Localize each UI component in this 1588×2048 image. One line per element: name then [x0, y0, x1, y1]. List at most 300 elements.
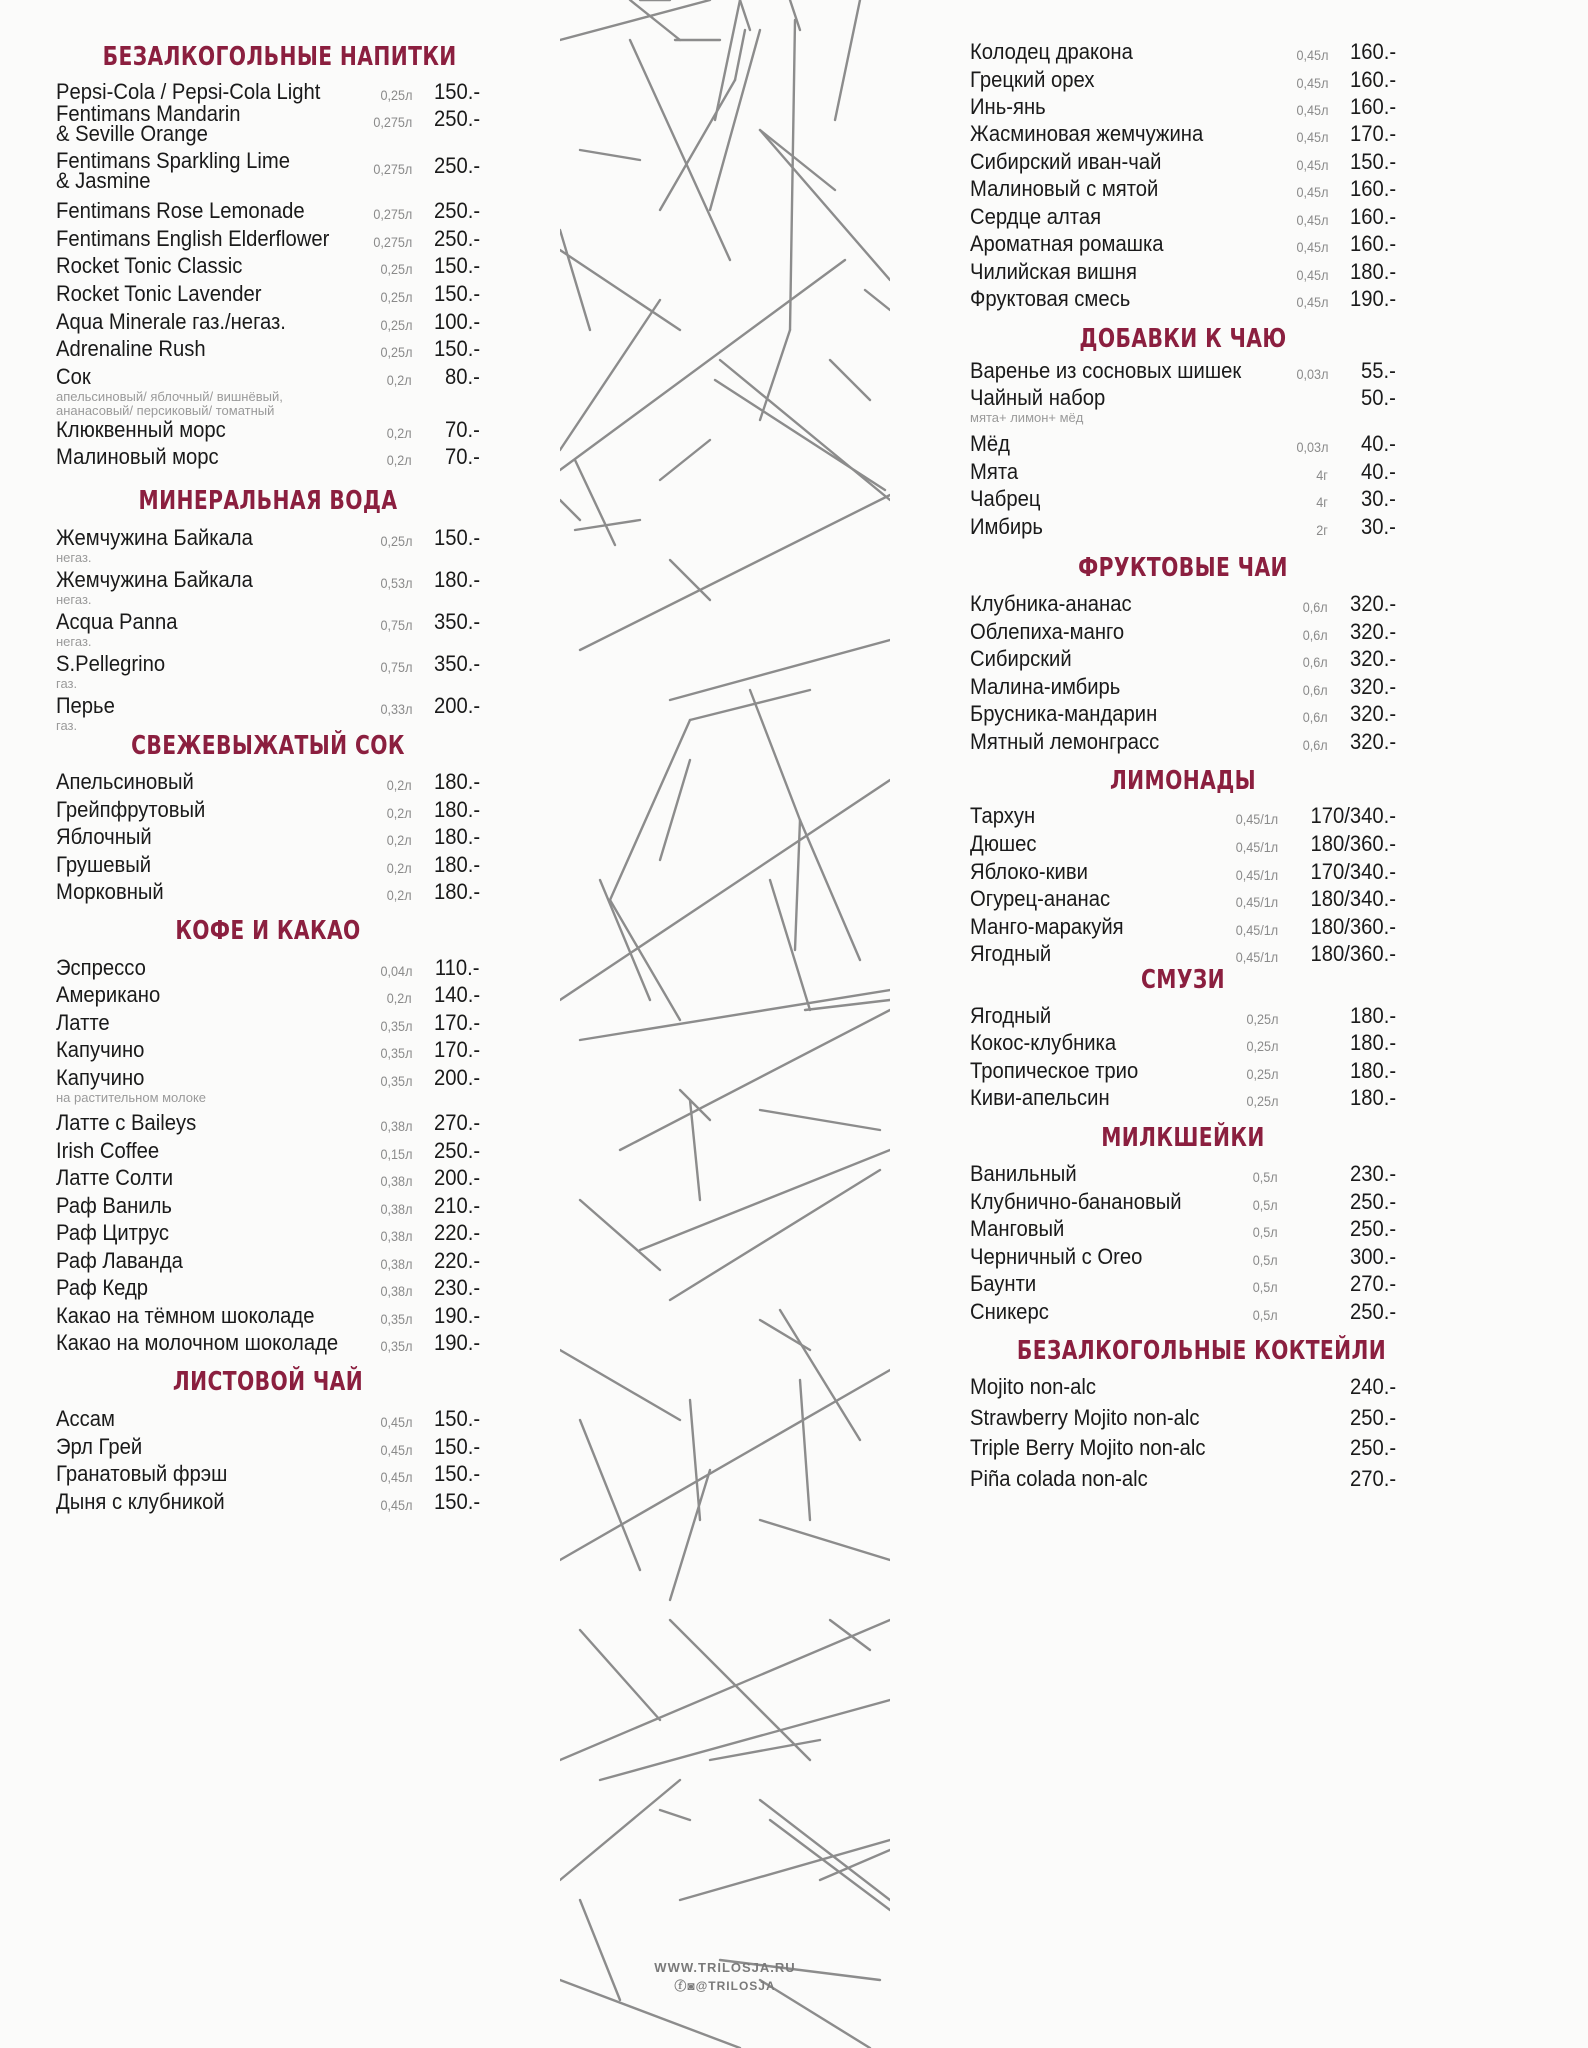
branch-line [640, 1150, 890, 1250]
item-name: Латте Солти [56, 1165, 174, 1190]
item-name: Тропическое трио [970, 1058, 1139, 1083]
item-price: 150.- [1349, 149, 1396, 174]
item-price: 320.- [1349, 591, 1396, 616]
item-price: 150.- [433, 1434, 480, 1459]
item-note: газ. [56, 676, 78, 691]
item-volume: 0,45л [1296, 294, 1328, 310]
item-volume: 0,45/1л [1235, 922, 1278, 938]
item-volume: 0,25л [380, 87, 412, 103]
branch-line [580, 990, 890, 1040]
item-name: Облепиха-манго [970, 619, 1125, 644]
branch-line [580, 150, 640, 160]
branch-line [830, 1620, 870, 1650]
item-name: Апельсиновый [56, 769, 194, 794]
branch-line [710, 30, 760, 210]
item-volume: 0,2л [387, 887, 412, 903]
menu-item [56, 881, 480, 921]
item-name: Латте [56, 1010, 110, 1035]
item-name: Aqua Minerale газ./негаз. [56, 309, 286, 334]
branch-line [560, 1370, 890, 1560]
item-name: Дюшес [970, 831, 1037, 856]
branch-line [660, 440, 710, 480]
item-volume: 0,45л [1296, 129, 1328, 145]
section-title-безалкогольные-напитки: БЕЗАЛКОГОЛЬНЫЕ НАПИТКИ [102, 42, 457, 72]
item-volume: 0,25л [1246, 1011, 1278, 1027]
item-volume: 0,45л [1296, 157, 1328, 173]
item-volume: 0,25л [380, 289, 412, 305]
item-volume: 0,35л [380, 1338, 412, 1354]
item-price: 55.- [1361, 358, 1396, 383]
item-name: Чайный набор [970, 385, 1106, 410]
item-volume: 0,38л [380, 1256, 412, 1272]
branch-line [740, 0, 750, 30]
item-volume: 0,33л [380, 701, 412, 717]
item-price: 180.- [433, 797, 480, 822]
item-name: Acqua Panna [56, 609, 178, 634]
item-name: Эрл Грей [56, 1434, 143, 1459]
item-price: 240.- [1349, 1374, 1396, 1399]
branch-line [660, 1810, 690, 1820]
item-name: S.Pellegrino [56, 651, 166, 676]
branch-line [670, 1170, 880, 1300]
item-price: 150.- [433, 79, 480, 104]
section-title-добавки-к-чаю: ДОБАВКИ К ЧАЮ [1079, 324, 1287, 354]
item-price: 250.- [1349, 1189, 1396, 1214]
item-price: 140.- [433, 982, 480, 1007]
item-name: Мёд [970, 431, 1010, 456]
item-name: Манго-маракуйя [970, 914, 1124, 939]
item-name: Яблоко-киви [970, 859, 1088, 884]
item-price: 150.- [433, 1406, 480, 1431]
item-name: Имбирь [970, 514, 1043, 539]
item-price: 160.- [1349, 231, 1396, 256]
item-volume: 0,45л [1296, 184, 1328, 200]
item-name: Огурец-ананас [970, 886, 1111, 911]
item-volume: 0,45л [1296, 102, 1328, 118]
item-price: 170.- [433, 1037, 480, 1062]
item-price: 190.- [433, 1330, 480, 1355]
branch-line [835, 0, 860, 120]
menu-item [970, 516, 1396, 556]
item-price: 160.- [1349, 176, 1396, 201]
item-volume: 0,5л [1253, 1224, 1278, 1240]
item-name: Сибирский [970, 646, 1072, 671]
item-volume: 0,6л [1303, 654, 1328, 670]
item-volume: 0,35л [380, 1045, 412, 1061]
branch-line [670, 1470, 710, 1600]
item-price: 250.- [433, 153, 480, 178]
item-name: Клубника-ананас [970, 591, 1132, 616]
section-title-кофе-и-какао: КОФЕ И КАКАО [175, 916, 361, 946]
item-price: 250.- [433, 198, 480, 223]
item-name: Irish Coffee [56, 1138, 160, 1163]
website-url: WWW.TRILOSJA.RU [654, 1960, 796, 1975]
item-volume: 0,38л [380, 1173, 412, 1189]
item-price: 70.- [445, 417, 480, 442]
item-volume: 0,25л [1246, 1038, 1278, 1054]
branch-line [735, 30, 745, 80]
item-name: Fentimans Rose Lemonade [56, 198, 305, 223]
item-note: апельсиновый/ яблочный/ вишнёвый, ананасовый/ персиковый/ томатный [56, 389, 283, 418]
item-volume: 0,45/1л [1235, 839, 1278, 855]
item-price: 250.- [433, 106, 480, 131]
item-name: Инь-янь [970, 94, 1046, 119]
item-volume: 0,45/1л [1235, 894, 1278, 910]
item-name: Сникерс [970, 1299, 1049, 1324]
item-volume: 0,45л [380, 1414, 412, 1430]
item-price: 180.- [433, 879, 480, 904]
branch-line [760, 1520, 890, 1560]
item-name: Колодец дракона [970, 39, 1133, 64]
item-price: 350.- [433, 651, 480, 676]
item-price: 40.- [1361, 431, 1396, 456]
item-volume: 0,03л [1296, 439, 1328, 455]
item-volume: 0,25л [380, 344, 412, 360]
item-name: Дыня с клубникой [56, 1489, 225, 1514]
item-name: Сибирский иван-чай [970, 149, 1162, 174]
item-name: Раф Кедр [56, 1275, 149, 1300]
item-name: Triple Berry Mojito non-alc [970, 1435, 1206, 1460]
item-volume: 0,35л [380, 1018, 412, 1034]
item-name: Strawberry Mojito non-alc [970, 1405, 1200, 1430]
item-name: Грецкий орех [970, 67, 1095, 92]
item-name: Какао на тёмном шоколаде [56, 1303, 315, 1328]
item-volume: 0,6л [1303, 682, 1328, 698]
branch-line [670, 1620, 810, 1760]
item-price: 220.- [433, 1248, 480, 1273]
menu-item [970, 1087, 1396, 1127]
item-volume: 0,275л [373, 114, 412, 130]
branch-line [580, 495, 890, 650]
item-name: Баунти [970, 1271, 1037, 1296]
item-name: Ароматная ромашка [970, 231, 1164, 256]
item-price: 40.- [1361, 459, 1396, 484]
item-name: Мятный лемонграсс [970, 729, 1160, 754]
item-volume: 0,2л [387, 860, 412, 876]
item-name: Малиновый морс [56, 444, 219, 469]
menu-item [970, 1301, 1396, 1341]
branch-line [620, 1010, 890, 1150]
item-volume: 0,6л [1303, 709, 1328, 725]
branch-line [560, 300, 660, 450]
item-name: Гранатовый фрэш [56, 1461, 228, 1486]
item-volume: 0,275л [373, 161, 412, 177]
item-volume: 0,45л [380, 1442, 412, 1458]
branch-line [560, 260, 845, 470]
branch-line [715, 0, 740, 120]
item-volume: 0,35л [380, 1311, 412, 1327]
footer [560, 1960, 890, 1994]
item-price: 270.- [1349, 1466, 1396, 1491]
branch-line [770, 1820, 890, 1910]
item-name: Фруктовая смесь [970, 286, 1131, 311]
item-price: 180.- [1349, 1003, 1396, 1028]
item-volume: 0,25л [380, 317, 412, 333]
menu-item [56, 653, 480, 693]
facebook-icon: ⓕ [674, 1979, 688, 1993]
menu-item [56, 569, 480, 609]
item-name: Яблочный [56, 824, 152, 849]
branch-line [690, 1100, 700, 1200]
item-name: Эспрессо [56, 955, 146, 980]
item-name: Сок [56, 364, 91, 389]
item-volume: 0,2л [387, 425, 412, 441]
section-title-свежевыжатый-сок: СВЕЖЕВЫЖАТЫЙ СОК [131, 731, 405, 761]
item-volume: 0,38л [380, 1201, 412, 1217]
branch-line [865, 290, 890, 310]
item-price: 180.- [433, 852, 480, 877]
item-volume: 4г [1316, 494, 1328, 510]
item-price: 160.- [1349, 67, 1396, 92]
item-name: Морковный [56, 879, 164, 904]
item-volume: 0,75л [380, 659, 412, 675]
item-price: 70.- [445, 444, 480, 469]
item-price: 160.- [1349, 94, 1396, 119]
branch-line [575, 460, 615, 545]
branch-line [580, 1200, 660, 1270]
menu-item [56, 1332, 480, 1372]
item-volume: 0,25л [380, 533, 412, 549]
item-volume: 0,2л [387, 777, 412, 793]
item-volume: 0,25л [380, 261, 412, 277]
branch-line [760, 130, 890, 280]
item-name: Жемчужина Байкала [56, 525, 253, 550]
item-price: 180/360.- [1310, 914, 1396, 939]
item-volume: 0,5л [1253, 1197, 1278, 1213]
item-name: Ягодный [970, 941, 1052, 966]
menu-item [56, 101, 480, 148]
item-volume: 0,45л [1296, 47, 1328, 63]
branch-line [560, 1350, 680, 1420]
item-volume: 0,275л [373, 206, 412, 222]
item-price: 190.- [433, 1303, 480, 1328]
item-price: 170.- [433, 1010, 480, 1035]
item-price: 180.- [1349, 1030, 1396, 1055]
item-volume: 0,6л [1303, 737, 1328, 753]
item-price: 210.- [433, 1193, 480, 1218]
item-volume: 0,2л [387, 372, 412, 388]
branch-line [630, 40, 730, 260]
item-note: газ. [56, 718, 78, 733]
item-price: 200.- [433, 693, 480, 718]
branch-line [580, 1630, 660, 1720]
item-price: 230.- [433, 1275, 480, 1300]
item-volume: 0,2л [387, 832, 412, 848]
item-volume: 0,45л [1296, 267, 1328, 283]
item-note: на растительном молоке [56, 1090, 207, 1105]
branch-line [770, 880, 810, 1010]
item-name: Раф Ваниль [56, 1193, 172, 1218]
item-name: Mojito non-alc [970, 1374, 1096, 1399]
item-price: 160.- [1349, 204, 1396, 229]
section-title-милкшейки: МИЛКШЕЙКИ [1101, 1123, 1265, 1153]
item-name: Грейпфрутовый [56, 797, 206, 822]
item-price: 180.- [1349, 259, 1396, 284]
item-name: Ягодный [970, 1003, 1052, 1028]
branch-line [600, 880, 650, 1000]
item-price: 150.- [433, 336, 480, 361]
item-name: Чилийская вишня [970, 259, 1137, 284]
item-volume: 0,03л [1296, 366, 1328, 382]
item-name: Rocket Tonic Classic [56, 253, 243, 278]
branch-line [560, 1620, 890, 1760]
item-volume: 0,5л [1253, 1307, 1278, 1323]
item-volume: 0,38л [380, 1118, 412, 1134]
item-price: 30.- [1361, 486, 1396, 511]
item-name: Ассам [56, 1406, 115, 1431]
item-name: Adrenaline Rush [56, 336, 206, 361]
section-title-смузи: СМУЗИ [1140, 965, 1226, 995]
item-name: Чабрец [970, 486, 1041, 511]
item-name: Капучино [56, 1065, 145, 1090]
item-name: Грушевый [56, 852, 152, 877]
item-price: 320.- [1349, 646, 1396, 671]
item-price: 180/360.- [1310, 941, 1396, 966]
section-title-минеральная-вода: МИНЕРАЛЬНАЯ ВОДА [138, 486, 398, 516]
item-note: мята+ лимон+ мёд [970, 410, 1084, 425]
branch-line [760, 1110, 880, 1130]
item-price: 320.- [1349, 701, 1396, 726]
item-price: 180.- [433, 769, 480, 794]
item-price: 200.- [433, 1165, 480, 1190]
item-price: 100.- [433, 309, 480, 334]
item-name: Fentimans Sparkling Lime & Jasmine [56, 148, 290, 193]
item-name: Киви-апельсин [970, 1085, 1110, 1110]
item-price: 160.- [1349, 39, 1396, 64]
branch-line [720, 360, 890, 500]
item-price: 250.- [1349, 1299, 1396, 1324]
item-name: Сердце алтая [970, 204, 1102, 229]
item-name: Черничный с Oreo [970, 1244, 1143, 1269]
item-price: 250.- [1349, 1216, 1396, 1241]
item-price: 250.- [1349, 1405, 1396, 1430]
item-price: 150.- [433, 1461, 480, 1486]
item-volume: 0,5л [1253, 1169, 1278, 1185]
branch-line [780, 1310, 860, 1440]
branch-line [580, 1420, 640, 1570]
branch-line [800, 820, 860, 960]
item-volume: 0,2л [387, 805, 412, 821]
item-volume: 0,45/1л [1235, 811, 1278, 827]
item-volume: 0,5л [1253, 1279, 1278, 1295]
branch-line [610, 720, 690, 900]
item-price: 320.- [1349, 674, 1396, 699]
item-name: Латте с Baileys [56, 1110, 197, 1135]
item-name: Малина-имбирь [970, 674, 1121, 699]
item-note: негаз. [56, 592, 92, 607]
branch-line [560, 780, 890, 1000]
item-price: 180/360.- [1310, 831, 1396, 856]
item-price: 270.- [433, 1110, 480, 1135]
item-name: Мята [970, 459, 1019, 484]
item-name: Малиновый с мятой [970, 176, 1159, 201]
item-volume: 0,6л [1303, 627, 1328, 643]
item-price: 250.- [433, 1138, 480, 1163]
branch-line [560, 0, 710, 40]
item-price: 170/340.- [1310, 859, 1396, 884]
item-volume: 0,35л [380, 1073, 412, 1089]
branch-line [690, 690, 810, 720]
menu-item [970, 731, 1396, 771]
item-name: Fentimans Mandarin & Seville Orange [56, 101, 241, 146]
item-volume: 2г [1316, 522, 1328, 538]
branch-line [670, 640, 890, 700]
menu-item [56, 611, 480, 651]
item-price: 150.- [433, 253, 480, 278]
item-price: 350.- [433, 609, 480, 634]
item-name: Брусника-мандарин [970, 701, 1158, 726]
branch-line [760, 130, 835, 190]
item-volume: 0,45л [1296, 239, 1328, 255]
item-volume: 0,38л [380, 1283, 412, 1299]
item-price: 180/340.- [1310, 886, 1396, 911]
item-volume: 0,45л [1296, 75, 1328, 91]
item-volume: 0,15л [380, 1146, 412, 1162]
item-price: 230.- [1349, 1161, 1396, 1186]
item-price: 110.- [435, 955, 480, 980]
item-name: Rocket Tonic Lavender [56, 281, 262, 306]
item-price: 270.- [1349, 1271, 1396, 1296]
item-price: 320.- [1349, 619, 1396, 644]
item-price: 170.- [1349, 121, 1396, 146]
branch-line [790, 20, 795, 330]
item-price: 200.- [433, 1065, 480, 1090]
branch-line [560, 500, 580, 520]
item-name: Fentimans English Elderflower [56, 226, 330, 251]
item-price: 50.- [1361, 385, 1396, 410]
social-handle-row [560, 1977, 890, 1994]
menu-item [56, 1067, 480, 1107]
section-title-лимонады: ЛИМОНАДЫ [1109, 766, 1257, 796]
section-title-листовой-чай: ЛИСТОВОЙ ЧАЙ [172, 1367, 364, 1397]
item-volume: 0,45/1л [1235, 867, 1278, 883]
menu-item [56, 527, 480, 567]
branch-line [600, 1700, 890, 1780]
menu-item [56, 148, 480, 195]
item-name: Раф Лаванда [56, 1248, 183, 1273]
branch-line [760, 1800, 890, 1900]
item-volume: 0,45л [1296, 212, 1328, 228]
branch-line [560, 230, 590, 330]
branch-line [750, 690, 800, 820]
item-name: Жасминовая жемчужина [970, 121, 1204, 146]
item-price: 250.- [433, 226, 480, 251]
item-name: Ванильный [970, 1161, 1077, 1186]
item-price: 180.- [433, 824, 480, 849]
menu-item [970, 288, 1396, 328]
item-price: 30.- [1361, 514, 1396, 539]
item-volume: 0,04л [380, 963, 412, 979]
menu-item [56, 446, 480, 486]
item-volume: 0,275л [373, 234, 412, 250]
item-volume: 0,25л [1246, 1066, 1278, 1082]
branch-line [830, 360, 870, 400]
item-name: Pepsi-Cola / Pepsi-Cola Light [56, 79, 321, 104]
menu-item [56, 1491, 480, 1531]
item-name: Перье [56, 693, 115, 718]
item-name: Кокос-клубника [970, 1030, 1117, 1055]
item-price: 180.- [433, 567, 480, 592]
item-price: 170/340.- [1310, 803, 1396, 828]
item-note: негаз. [56, 634, 92, 649]
item-name: Американо [56, 982, 161, 1007]
item-name: Piña colada non-alc [970, 1466, 1148, 1491]
item-name: Варенье из сосновых шишек [970, 358, 1242, 383]
item-volume: 0,38л [380, 1228, 412, 1244]
menu-item [56, 364, 480, 418]
section-title-фруктовые-чаи: ФРУКТОВЫЕ ЧАИ [1078, 553, 1288, 583]
item-volume: 0,45л [380, 1469, 412, 1485]
